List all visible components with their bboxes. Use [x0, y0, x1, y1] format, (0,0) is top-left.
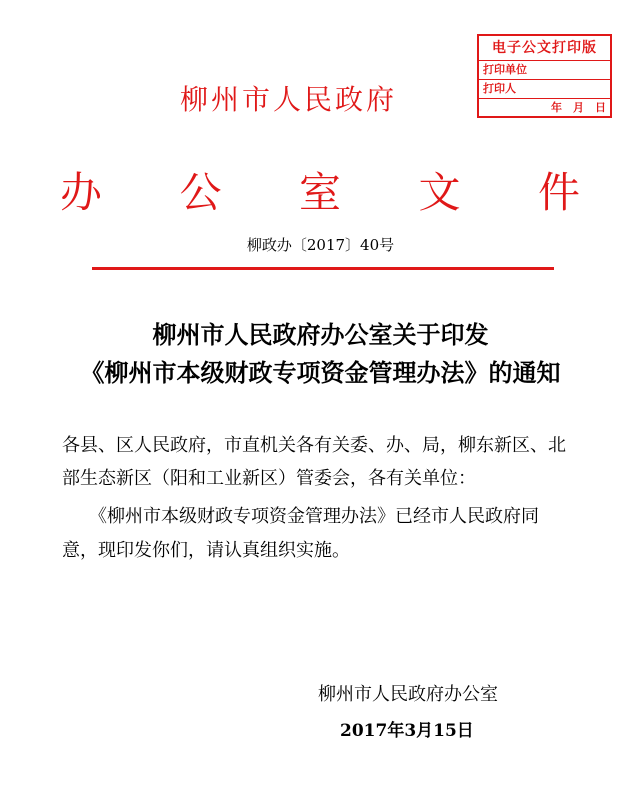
org-name: 柳州市人民政府: [180, 83, 398, 116]
recipients-line-2: 部生态新区（阳和工业新区）管委会，各有关单位：: [62, 468, 476, 489]
body-line-2: 意，现印发你们，请认真组织实施。: [62, 540, 350, 561]
doc-type-char: 室: [298, 168, 341, 217]
signature-date: 2017年3月15日: [340, 721, 474, 741]
body-line-1: 《柳州市本级财政专项资金管理办法》已经市人民政府同: [62, 506, 539, 527]
recipients-line-1: 各县、区人民政府，市直机关各有关委、办、局，柳东新区、北: [62, 435, 566, 456]
issuing-organization: [0, 78, 641, 118]
stamp-date: 年 月 日: [551, 101, 606, 114]
document-type-heading: [60, 160, 580, 217]
stamp-print-unit: 打印单位: [479, 61, 610, 80]
doc-type-char: 文: [418, 168, 461, 217]
signature-organization: 柳州市人民政府办公室: [318, 684, 498, 705]
doc-type-char: 件: [537, 168, 580, 217]
doc-type-char: 办: [60, 168, 103, 217]
stamp-title: 电子公文打印版: [479, 36, 610, 61]
stamp-printer: 打印人: [479, 80, 610, 99]
red-divider-line: [92, 267, 554, 270]
document-title-line-1: 柳州市人民政府办公室关于印发: [152, 320, 489, 349]
document-title-line-2: 《柳州市本级财政专项资金管理办法》的通知: [80, 358, 561, 387]
document-number: 柳政办〔2017〕40号: [246, 236, 395, 254]
doc-type-char: 公: [179, 168, 222, 217]
